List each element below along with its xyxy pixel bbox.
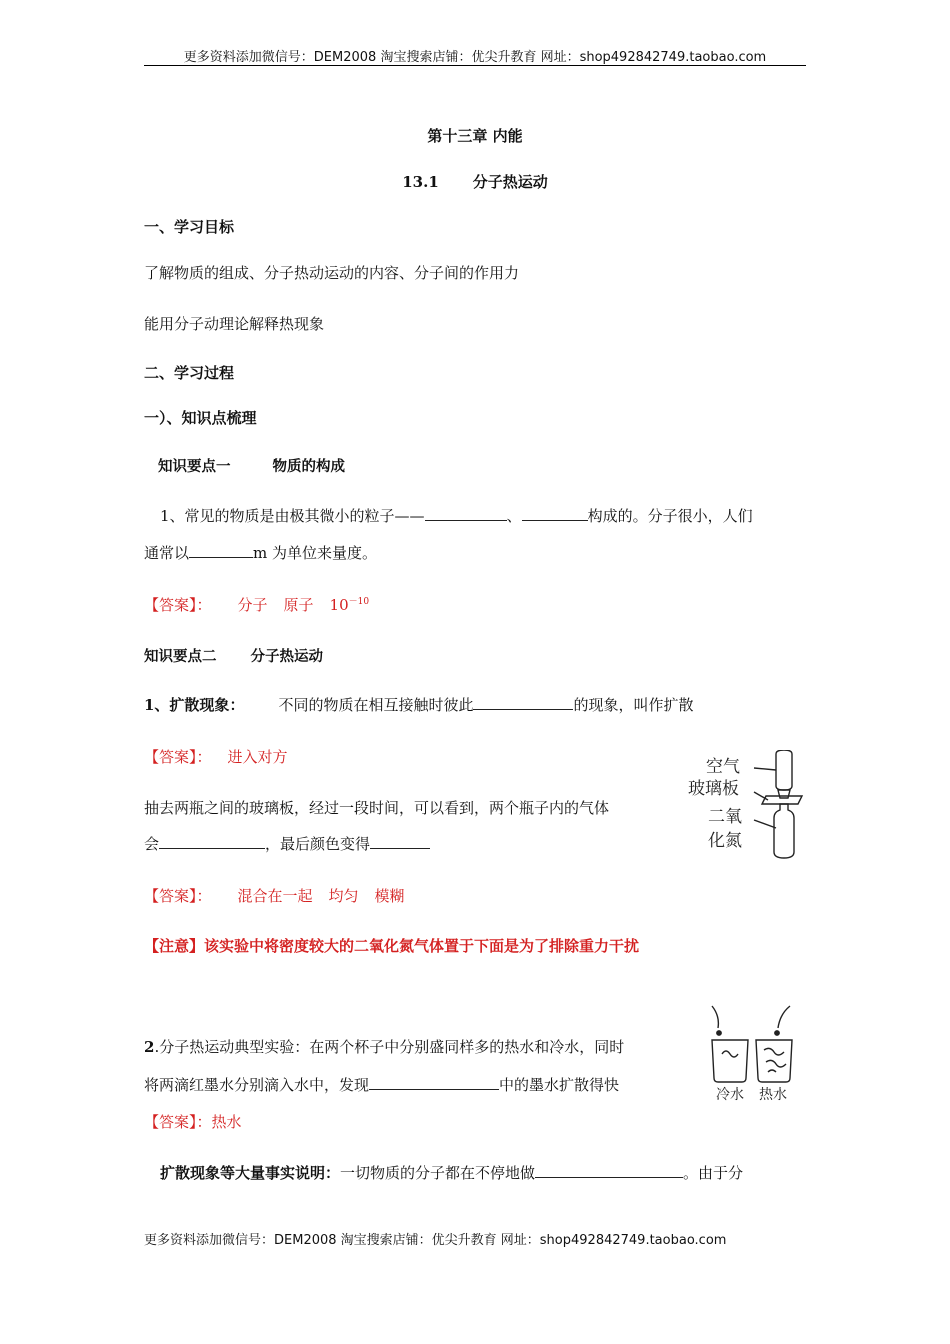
note: 【注意】该实验中将密度较大的二氧化氮气体置于下面是为了排除重力干扰	[144, 937, 640, 955]
figure-label: 化氮	[708, 831, 742, 851]
experiment1-line1: 抽去两瓶之间的玻璃板，经过一段时间，可以看到，两个瓶子内的气体	[144, 799, 610, 817]
fact-label: 扩散现象等大量事实说明：	[160, 1164, 341, 1182]
question-text: 构成的。分子很小，人们	[587, 507, 753, 525]
process-heading: 二、学习过程	[144, 364, 235, 382]
goal-item: 了解物质的组成、分子热动运动的内容、分子间的作用力	[144, 264, 520, 282]
experiment1-line2	[144, 833, 430, 854]
answer-blank[interactable]	[522, 506, 588, 521]
point1-label: 知识要点一	[158, 458, 231, 475]
header-rule	[144, 65, 806, 66]
answer-value: 原子	[283, 596, 314, 614]
question-text: 中的墨水扩散得快	[499, 1076, 620, 1094]
answer-blank[interactable]	[369, 1075, 499, 1090]
question-text: m 为单位来量度。	[253, 544, 378, 562]
cup-label: 冷水	[716, 1087, 744, 1103]
cup-label: 热水	[759, 1087, 787, 1103]
goal-item: 能用分子动理论解释热现象	[144, 315, 325, 333]
point2-heading	[144, 645, 323, 666]
question1-line2	[144, 542, 377, 563]
answer1	[144, 594, 369, 615]
question-text: 不同的物质在相互接触时彼此	[278, 696, 474, 714]
question-text: 将两滴红墨水分别滴入水中，发现	[144, 1076, 370, 1094]
answer-label: 【答案】：	[144, 887, 212, 905]
question-text: 通常以	[144, 544, 190, 562]
answer-exponent: －10	[348, 597, 370, 607]
question-text: 、	[506, 507, 522, 525]
sub-heading: 一）、知识点梳理	[144, 409, 257, 427]
fact-line	[160, 1162, 743, 1183]
page-footer: 更多资料添加微信号：DEM2008 淘宝搜索店铺：优尖升教育 网址：shop492842749.taobao.com	[144, 1233, 727, 1248]
answer-value: 混合在一起	[237, 887, 313, 905]
chapter-title: 第十三章 内能	[427, 127, 523, 145]
answer-value: 热水	[211, 1113, 242, 1131]
answer3	[144, 885, 405, 906]
answer-blank[interactable]	[159, 834, 265, 849]
hot-cold-water-figure	[706, 1002, 802, 1104]
section-title	[0, 171, 950, 192]
experiment2-line2	[144, 1074, 619, 1095]
answer-blank[interactable]	[189, 543, 253, 558]
question-text: 1、常见的物质是由极其微小的粒子——	[160, 507, 425, 525]
section-name: 分子热运动	[472, 173, 548, 191]
question-text: 一切物质的分子都在不停地做	[340, 1164, 536, 1182]
answer-value: 分子	[237, 596, 268, 614]
answer-label: 【答案】：	[144, 1113, 212, 1131]
figure-label: 二氧	[708, 807, 742, 827]
question-text: ，最后颜色变得	[265, 835, 371, 853]
answer2	[144, 746, 288, 767]
diffusion-label: 1、扩散现象：	[144, 696, 245, 714]
answer-blank[interactable]	[535, 1163, 683, 1178]
point2-label: 知识要点二	[144, 648, 217, 665]
answer-label: 【答案】：	[144, 748, 212, 766]
answer-blank[interactable]	[425, 506, 507, 521]
question-text: 。由于分	[683, 1164, 744, 1182]
figure-label: 玻璃板	[688, 779, 739, 799]
question1-line1	[160, 505, 753, 526]
gas-diffusion-figure	[686, 750, 806, 862]
experiment2-line1	[144, 1036, 624, 1057]
question-text: 会	[144, 835, 160, 853]
section-number: 13.1	[402, 173, 439, 191]
answer-blank[interactable]	[473, 695, 573, 710]
goals-heading: 一、学习目标	[144, 218, 235, 236]
answer-blank[interactable]	[370, 834, 430, 849]
question-text: .分子热运动典型实验：在两个杯子中分别盛同样多的热水和冷水，同时	[154, 1038, 625, 1056]
answer-value: 均匀	[328, 887, 359, 905]
answer4	[144, 1111, 242, 1132]
answer-label: 【答案】：	[144, 596, 212, 614]
question-text: 的现象，叫作扩散	[573, 696, 694, 714]
experiment-number: 2	[144, 1038, 155, 1056]
answer-value: 模糊	[374, 887, 405, 905]
answer-value: 进入对方	[227, 748, 288, 766]
point2-title: 分子热运动	[250, 648, 323, 665]
answer-value: 10	[329, 596, 349, 614]
page-header: 更多资料添加微信号：DEM2008 淘宝搜索店铺：优尖升教育 网址：shop492842749.taobao.com	[183, 50, 767, 65]
figure-label: 空气	[706, 757, 740, 777]
point1-title: 物质的构成	[272, 458, 345, 475]
point1-heading	[158, 455, 345, 476]
diffusion-definition	[144, 694, 693, 715]
